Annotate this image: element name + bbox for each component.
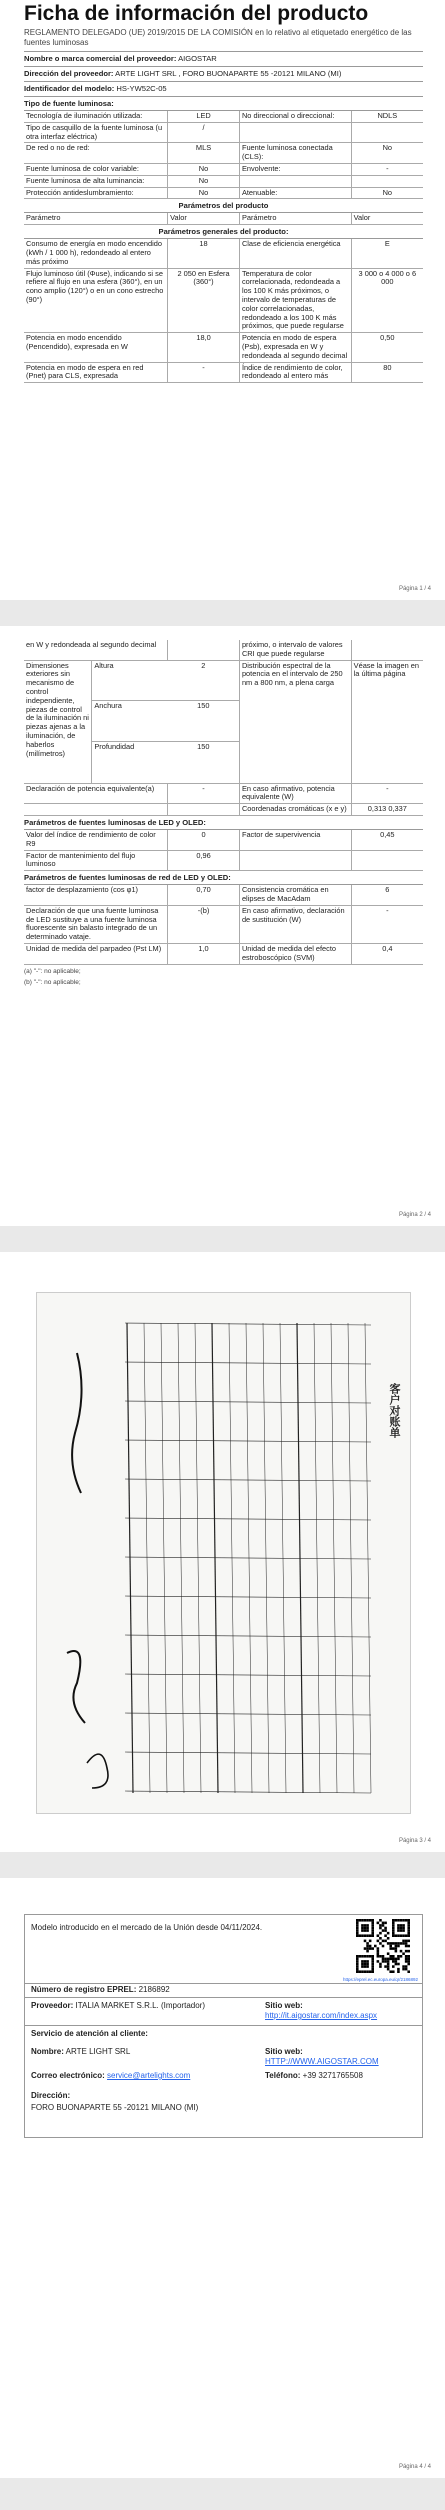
table-row: Tipo de casquillo de la fuente luminosa (u otra interfaz eléctrica) / — [24, 122, 423, 143]
page-3 — [0, 1252, 445, 1852]
note-a: (a) "-": no aplicable; — [24, 967, 81, 975]
eprel-url[interactable]: https://eprel.ec.europa.eu/qr/2186892 — [342, 1977, 418, 1982]
page-1 — [0, 0, 445, 600]
table-row: Valor del índice de rendimiento de color R9 0 Factor de supervivencia 0,45 — [24, 830, 423, 850]
table-row: Fuente luminosa de alta luminancia: No — [24, 175, 423, 187]
qr-code-icon — [356, 1919, 410, 1973]
cont-right: próximo, o intervalo de valores CRI que puede regularse — [239, 640, 351, 660]
page-number: Página 1 / 4 — [398, 586, 431, 592]
email-link[interactable]: service@artelights.com — [107, 2071, 191, 2080]
page-number: Página 4 / 4 — [398, 2464, 431, 2470]
table-row: Consumo de energía en modo encendido (kWh / 1 000 h), redondeado al entero más próximo 18 Clase de eficiencia energética E — [24, 239, 423, 268]
phone: +39 3271765508 — [302, 2071, 363, 2080]
table-row: factor de desplazamiento (cos φ1) 0,70 Consistencia cromática en elipses de MacAdam 6 — [24, 885, 423, 905]
rows-a — [24, 784, 423, 816]
led-header: Parámetros de fuentes luminosas de LED y OLED: — [24, 816, 423, 830]
page-4 — [0, 1878, 445, 2478]
led-red-table — [24, 885, 423, 964]
cont-left: en W y redondeada al segundo decimal — [24, 640, 168, 660]
table-row: Unidad de medida del parpadeo (Pst LM) 1,0 Unidad de medida del efecto estroboscópico (SVM) 0,4 — [24, 943, 423, 964]
scanned-document-image — [36, 1292, 411, 1814]
table-row: Declaración de que una fuente luminosa de LED sustituye a una fuente luminosa fluorescente sin balasto integrado de un determinado vataje. -(b) En caso afirmativo, declaración de sustitución (W) - — [24, 905, 423, 943]
supplier-name-row: Nombre o marca comercial del proveedor: AIGOSTAR — [24, 52, 423, 67]
service-website-link[interactable]: HTTP://WWW.AIGOSTAR.COM — [265, 2057, 379, 2066]
table-row: Protección antideslumbramiento: No Atenuable: No — [24, 187, 423, 199]
service-header: Servicio de atención al cliente: — [31, 2029, 148, 2038]
document-title: Ficha de información del producto — [24, 2, 369, 25]
led-table — [24, 830, 423, 871]
led-red-header: Parámetros de fuentes luminosas de red de LED y OLED: — [24, 871, 423, 885]
page-2 — [0, 626, 445, 1226]
type-header: Tipo de fuente luminosa: — [24, 97, 423, 111]
general-header: Parámetros generales del producto: — [24, 225, 423, 239]
dims-table: Dimensiones exteriores sin mecanismo de control independiente, piezas de control de la iluminación ni piezas ajenas a la iluminación, de haberlos (milímetros) Altura 2 Distribución espectral de la potencia en el intervalo de 250 nm a 800 nm, a plena carga Véase la imagen en la última página Anchura 150 Profundidad 150 — [24, 661, 423, 784]
table-row: De red o no de red: MLS Fuente luminosa conectada (CLS): No — [24, 143, 423, 164]
market-date: Modelo introducido en el mercado de la Unión desde 04/11/2024. — [31, 1923, 263, 1932]
page-number: Página 3 / 4 — [398, 1838, 431, 1844]
info-box: Modelo introducido en el mercado de la Unión desde 04/11/2024. https://eprel.ec.europa.eu/qr/2186892 Número de registro EPREL: 2186892 Proveedor: ITALIA MARKET S.R.L. (Importador) Sitio web: http://it.aigostar.com/index.aspx Servicio de atención al cliente: Nombre: ARTE LIGHT SRL Sitio web: HTTP://WWW.AIGOSTAR.COM Correo electrónico: service@artelights.com Teléfono: +39 3271765508 Dirección: FORO BUONAPARTE 55 -20121 MILANO (MI) — [24, 1914, 423, 2138]
params-header: Parámetros del producto — [24, 199, 423, 213]
table-row: Potencia en modo encendido (Pencendido), expresada en W 18,0 Potencia en modo de espera (Psb), expresada en W y redondeada al segundo decimal 0,50 — [24, 333, 423, 362]
address: FORO BUONAPARTE 55 -20121 MILANO (MI) — [31, 2103, 199, 2112]
dims-label: Dimensiones exteriores sin mecanismo de control independiente, piezas de control de la iluminación ni piezas ajenas a la iluminación, de haberlos (milímetros) — [24, 661, 92, 784]
provider: ITALIA MARKET S.R.L. (Importador) — [75, 2001, 205, 2010]
table-row: Potencia en modo de espera en red (Pnet) para CLS, expresada - Índice de rendimiento de color, redondeado al entero más 80 — [24, 362, 423, 383]
page-number: Página 2 / 4 — [398, 1212, 431, 1218]
model-row: Identificador del modelo: HS-YW52C-05 — [24, 82, 423, 97]
general-table — [24, 239, 423, 383]
type-table — [24, 111, 423, 199]
table-row: Factor de mantenimiento del flujo luminoso 0,96 — [24, 850, 423, 871]
website-link[interactable]: http://it.aigostar.com/index.aspx — [265, 2011, 378, 2020]
scan-title: 客户对账单 — [388, 1383, 400, 1438]
params-col-headers: Parámetro Valor Parámetro Valor — [24, 213, 423, 225]
supplier-address-row: Dirección del proveedor: ARTE LIGHT SRL , FORO BUONAPARTE 55 -20121 MILANO (MI) — [24, 67, 423, 82]
table-row: Coordenadas cromáticas (x e y) 0,313 0,337 — [24, 804, 423, 816]
table-row: Declaración de potencia equivalente(a) - En caso afirmativo, potencia equivalente (W) - — [24, 784, 423, 804]
table-row: Fuente luminosa de color variable: No Envolvente: - — [24, 163, 423, 175]
table-row: Tecnología de iluminación utilizada: LED No direccional o direccional: NDLS — [24, 111, 423, 122]
eprel-number: 2186892 — [138, 1985, 170, 1994]
note-b: (b) "-": no aplicable; — [24, 978, 81, 986]
table-row: Flujo luminoso útil (Φuse), indicando si se refiere al flujo en una esfera (360°), en un cono amplio (120°) o en un cono estrecho (90°) 2 050 en Esfera (360°) Temperatura de color correlacionada, redondeada a los 100 K más próximos, o intervalo de temperaturas de color correlacionadas, redondeado a los 100 K más próximos, que puede regularse 3 000 o 4 000 o 6 000 — [24, 268, 423, 333]
regulation-text: REGLAMENTO DELEGADO (UE) 2019/2015 DE LA COMISIÓN en lo relativo al etiquetado energético de las fuentes luminosas — [24, 28, 412, 47]
